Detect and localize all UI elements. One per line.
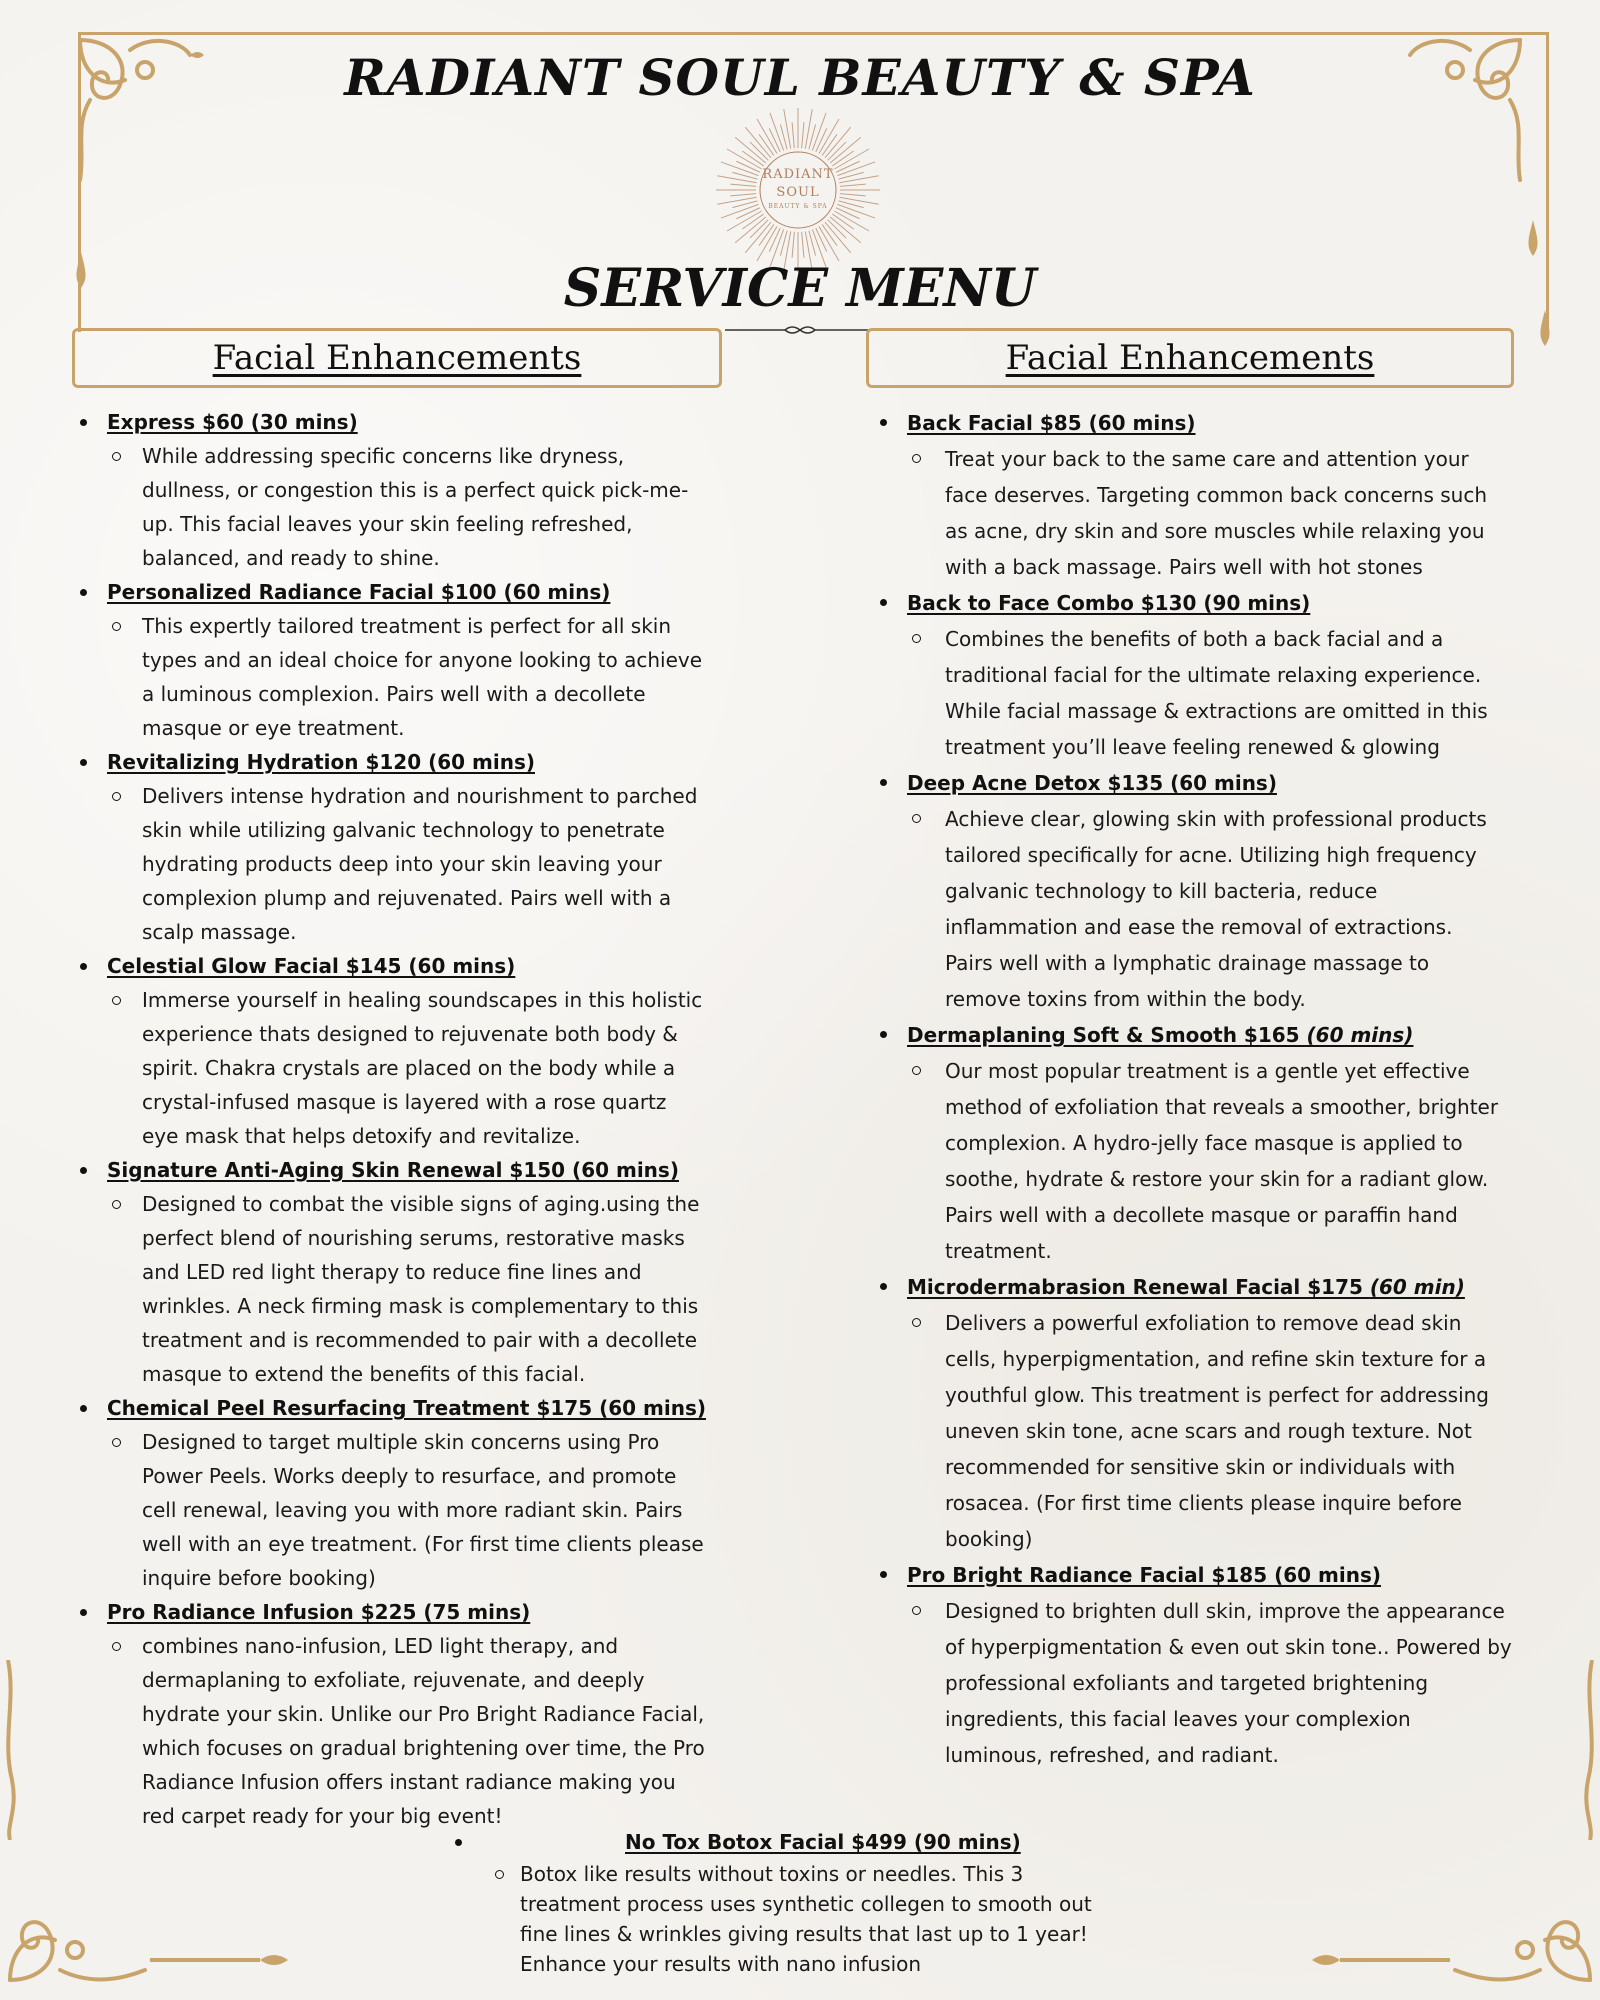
left-service-list (78, 405, 728, 1833)
service-item (878, 765, 1548, 1017)
description-line: cell renewal, leaving you with more radiant skin. Pairs (142, 1498, 683, 1522)
service-item (878, 1557, 1548, 1773)
description-line: soothe, hydrate & restore your skin for a radiant glow. (945, 1167, 1489, 1191)
bottom-flourish-left-icon (150, 1950, 290, 1970)
description-line: Achieve clear, glowing skin with professional products (945, 807, 1487, 831)
description-line: ingredients, this facial leaves your complexion (945, 1707, 1411, 1731)
description-line: Radiance Infusion offers instant radiance making you (142, 1770, 676, 1794)
service-description (78, 439, 728, 575)
sunburst-ray (769, 128, 780, 152)
service-title-text: Back Facial $85 (60 mins) (907, 411, 1196, 435)
side-ornament-left-icon (0, 1660, 20, 1840)
description-line: dermaplaning to exfoliate, rejuvenate, and deeply (142, 1668, 645, 1692)
description-line: inquire before booking) (142, 1566, 376, 1590)
brand-title: RADIANT SOUL BEAUTY & SPA (344, 48, 1256, 107)
sunburst-ray (735, 217, 766, 243)
description-line: recommended for sensitive skin or individuals with (945, 1455, 1456, 1479)
drop-ornament-right-icon (1526, 220, 1540, 256)
service-title (878, 765, 1548, 801)
description-line: Enhance your results with nano infusion (520, 1952, 922, 1976)
service-title (78, 575, 728, 609)
description-line: professional exfoliants and targeted brightening (945, 1671, 1429, 1695)
description-line: Power Peels. Works deeply to resurface, and promote (142, 1464, 677, 1488)
service-title-text: Revitalizing Hydration $120 (60 mins) (107, 750, 535, 774)
description-line: Botox like results without toxins or needles. This 3 (520, 1862, 1024, 1886)
service-title (878, 405, 1548, 441)
service-title (455, 1825, 1175, 1859)
description-line: treatment process uses synthetic collegen to smooth out (520, 1892, 1092, 1916)
description-line: booking) (945, 1527, 1033, 1551)
description-line: While facial massage & extractions are omitted in this (945, 699, 1488, 723)
service-item (78, 575, 728, 745)
service-title-text: Signature Anti-Aging Skin Renewal $150 (60 mins) (107, 1158, 679, 1182)
right-service-list (878, 405, 1548, 1773)
service-title (78, 949, 728, 983)
description-line: skin while utilizing galvanic technology to penetrate (142, 818, 665, 842)
menu-title: SERVICE MENU (563, 258, 1037, 319)
description-line: tailored specifically for acne. Utilizing high frequency (945, 843, 1477, 867)
ornament-bottom-left-icon (0, 1830, 150, 1990)
sunburst-ray (816, 128, 827, 152)
service-title (78, 1391, 728, 1425)
description-line: crystal-infused masque is layered with a rose quartz (142, 1090, 667, 1114)
service-title-text: Express $60 (30 mins) (107, 410, 358, 434)
service-item (78, 1391, 728, 1595)
description-line: luminous, refreshed, and radiant. (945, 1743, 1279, 1767)
logo-line-1: RADIANT (762, 167, 834, 182)
service-item (878, 1017, 1548, 1269)
service-title-text: Dermaplaning Soft & Smooth $165 (907, 1023, 1307, 1047)
description-line: Delivers a powerful exfoliation to remove dead skin (945, 1311, 1462, 1335)
service-title (878, 1269, 1548, 1305)
description-line: Designed to brighten dull skin, improve the appearance (945, 1599, 1505, 1623)
sunburst-ray (816, 228, 827, 252)
description-line: complexion plump and rejuvenated. Pairs well with a (142, 886, 672, 910)
service-description (78, 1187, 728, 1391)
service-description (455, 1859, 1175, 1979)
description-line: types and an ideal choice for anyone looking to achieve (142, 648, 703, 672)
description-line: Combines the benefits of both a back facial and a (945, 627, 1444, 651)
description-line: While addressing specific concerns like dryness, (142, 444, 625, 468)
section-box-right (866, 328, 1514, 388)
service-title-text: Chemical Peel Resurfacing Treatment $175 (60 mins) (107, 1396, 706, 1420)
service-title (78, 1153, 728, 1187)
service-item (878, 1269, 1548, 1557)
service-title-text: Pro Radiance Infusion $225 (75 mins) (107, 1600, 531, 1624)
logo-line-2: SOUL (776, 185, 820, 200)
description-line: eye mask that helps detoxify and revitalize. (142, 1124, 581, 1148)
service-description (878, 441, 1548, 585)
sunburst-ray (745, 127, 771, 158)
description-line: of hyperpigmentation & even out skin tone.. Powered by (945, 1635, 1512, 1659)
service-description (78, 779, 728, 949)
sunburst-ray (830, 217, 861, 243)
description-line: Our most popular treatment is a gentle yet effective (945, 1059, 1470, 1083)
description-line: dullness, or congestion this is a perfect quick pick-me- (142, 478, 689, 502)
service-description (78, 609, 728, 745)
description-line: which focuses on gradual brightening over time, the Pro (142, 1736, 705, 1760)
service-description (78, 1629, 728, 1833)
description-line: rosacea. (For first time clients please inquire before (945, 1491, 1462, 1515)
sunburst-ray (769, 228, 780, 252)
service-duration-italic: (60 min) (1369, 1275, 1465, 1299)
title-flourish-icon (725, 322, 875, 338)
description-line: method of exfoliation that reveals a smoother, brighter (945, 1095, 1499, 1119)
description-line: Pairs well with a decollete masque or paraffin hand (945, 1203, 1458, 1227)
description-line: Treat your back to the same care and attention your (945, 447, 1469, 471)
description-line: well with an eye treatment. (For first time clients please (142, 1532, 704, 1556)
description-line: treatment and is recommended to pair with a decollete (142, 1328, 698, 1352)
service-item (455, 1825, 1175, 1979)
service-description (878, 1053, 1548, 1269)
service-title (78, 1595, 728, 1629)
ornament-bottom-right-icon (1450, 1830, 1600, 1990)
description-line: galvanic technology to kill bacteria, reduce (945, 879, 1378, 903)
description-line: remove toxins from within the body. (945, 987, 1306, 1011)
service-description (78, 1425, 728, 1595)
description-line: spirit. Chakra crystals are placed on the body while a (142, 1056, 676, 1080)
section-box-left (72, 328, 722, 388)
description-line: scalp massage. (142, 920, 297, 944)
description-line: treatment you’ll leave feeling renewed & glowing (945, 735, 1440, 759)
sunburst-ray (735, 137, 766, 163)
description-line: fine lines & wrinkles giving results that last up to 1 year! (520, 1922, 1088, 1946)
service-title-text: Personalized Radiance Facial $100 (60 mins) (107, 580, 611, 604)
description-line: masque to extend the benefits of this facial. (142, 1362, 586, 1386)
service-duration-italic: (60 mins) (1306, 1023, 1414, 1047)
service-description (878, 1593, 1548, 1773)
logo (713, 105, 883, 275)
service-title-text: Deep Acne Detox $135 (60 mins) (907, 771, 1277, 795)
sunburst-ray (825, 127, 851, 158)
logo-line-3: BEAUTY & SPA (768, 203, 828, 210)
description-line: a luminous complexion. Pairs well with a decollete (142, 682, 646, 706)
service-item (78, 405, 728, 575)
description-line: red carpet ready for your big event! (142, 1804, 503, 1828)
description-line: perfect blend of nourishing serums, restorative masks (142, 1226, 685, 1250)
service-item (78, 1153, 728, 1391)
sunburst-ray (792, 232, 794, 258)
sunburst-ray (805, 109, 812, 148)
sunburst-ray (784, 109, 791, 148)
service-title (878, 1017, 1548, 1053)
service-title-text: Celestial Glow Facial $145 (60 mins) (107, 954, 516, 978)
section-label-left: Facial Enhancements (212, 338, 582, 378)
description-line: Designed to combat the visible signs of aging.using the (142, 1192, 700, 1216)
service-item (78, 1595, 728, 1833)
description-line: Pairs well with a lymphatic drainage massage to (945, 951, 1430, 975)
description-line: Delivers intense hydration and nourishment to parched (142, 784, 698, 808)
service-item (878, 585, 1548, 765)
sunburst-ray (825, 222, 851, 253)
service-description (78, 983, 728, 1153)
service-title (878, 1557, 1548, 1593)
description-line: inflammation and ease the removal of extractions. (945, 915, 1453, 939)
description-line: hydrate your skin. Unlike our Pro Bright Radiance Facial, (142, 1702, 705, 1726)
description-line: with a back massage. Pairs well with hot stones (945, 555, 1423, 579)
service-description (878, 621, 1548, 765)
description-line: Immerse yourself in healing soundscapes in this holistic (142, 988, 703, 1012)
description-line: Designed to target multiple skin concerns using Pro (142, 1430, 660, 1454)
service-description (878, 801, 1548, 1017)
description-line: as acne, dry skin and sore muscles while relaxing you (945, 519, 1485, 543)
sunburst-ray (802, 122, 804, 148)
sunburst-ray (792, 122, 794, 148)
service-title (78, 745, 728, 779)
section-label-right: Facial Enhancements (1005, 338, 1375, 378)
service-item (878, 405, 1548, 585)
sunburst-ray (830, 137, 861, 163)
service-title-text: Pro Bright Radiance Facial $185 (60 mins) (907, 1563, 1382, 1587)
service-title (78, 405, 728, 439)
service-item (78, 949, 728, 1153)
bottom-flourish-right-icon (1310, 1950, 1450, 1970)
description-line: youthful glow. This treatment is perfect for addressing (945, 1383, 1489, 1407)
service-title-text: Back to Face Combo $130 (90 mins) (907, 591, 1311, 615)
sunburst-ray (802, 232, 804, 258)
description-line: balanced, and ready to shine. (142, 546, 440, 570)
description-line: complexion. A hydro-jelly face masque is applied to (945, 1131, 1463, 1155)
service-title-text: No Tox Botox Facial $499 (90 mins) (625, 1830, 1021, 1854)
description-line: wrinkles. A neck firming mask is complementary to this (142, 1294, 699, 1318)
service-title-text: Microdermabrasion Renewal Facial $175 (907, 1275, 1370, 1299)
description-line: hydrating products deep into your skin leaving your (142, 852, 662, 876)
description-line: and LED red light therapy to reduce fine lines and (142, 1260, 642, 1284)
description-line: experience thats designed to rejuvenate both body & (142, 1022, 678, 1046)
sunburst-ray (745, 222, 771, 253)
description-line: traditional facial for the ultimate relaxing experience. (945, 663, 1482, 687)
service-title (878, 585, 1548, 621)
description-line: treatment. (945, 1239, 1052, 1263)
frame-top-border (78, 32, 1546, 35)
description-line: up. This facial leaves your skin feeling refreshed, (142, 512, 633, 536)
description-line: face deserves. Targeting common back concerns such (945, 483, 1487, 507)
side-ornament-right-icon (1580, 1660, 1600, 1840)
description-line: cells, hyperpigmentation, and refine skin texture for a (945, 1347, 1487, 1371)
description-line: masque or eye treatment. (142, 716, 405, 740)
description-line: combines nano-infusion, LED light therapy, and (142, 1634, 619, 1658)
description-line: This expertly tailored treatment is perfect for all skin (142, 614, 672, 638)
description-line: uneven skin tone, acne scars and rough texture. Not (945, 1419, 1472, 1443)
service-description (878, 1305, 1548, 1557)
service-item (78, 745, 728, 949)
bottom-service-list (455, 1825, 1175, 1979)
